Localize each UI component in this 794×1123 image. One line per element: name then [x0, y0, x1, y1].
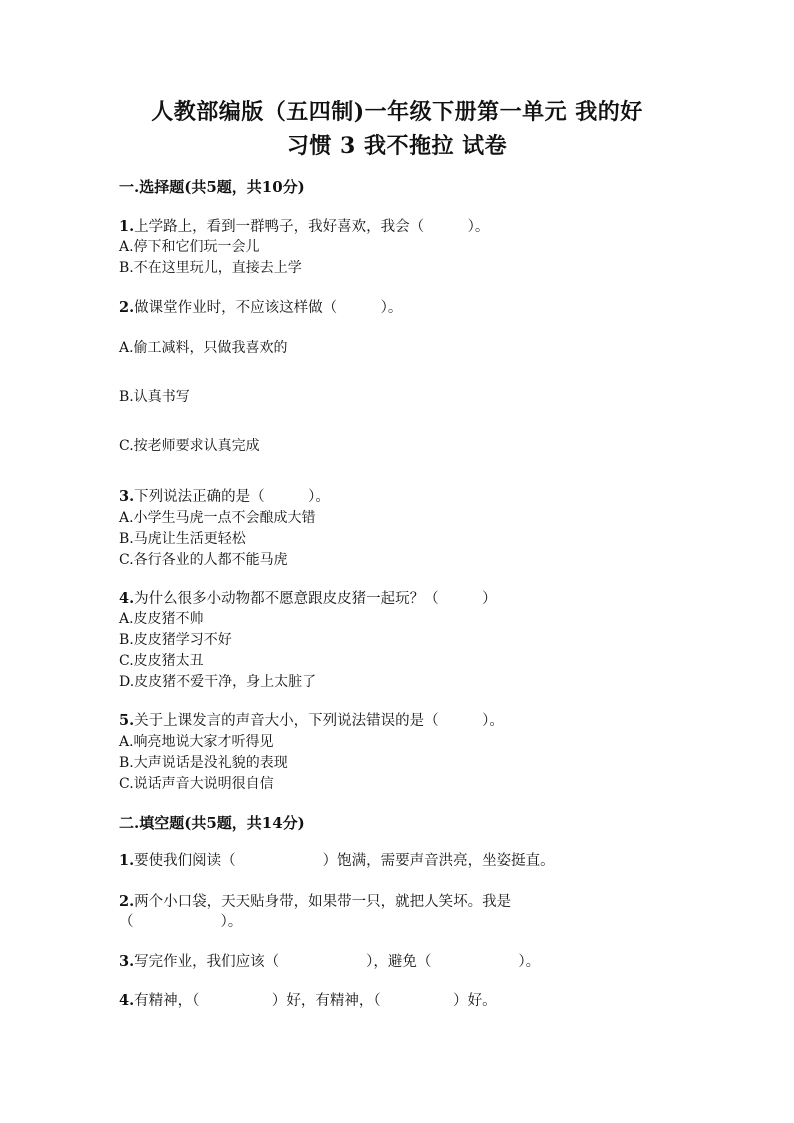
question-text: 要使我们阅读（ ）饱满，需要声音洪亮，坐姿挺直。 — [134, 853, 555, 869]
exam-title-line-2: 习惯 3 我不拖拉 试卷 — [286, 133, 508, 159]
question-stem: 上学路上，看到一群鸭子，我好喜欢，我会（ ）。 — [134, 219, 490, 235]
question-stem: 下列说法正确的是（ ）。 — [134, 489, 330, 505]
choice-option: A.偷工减料，只做我喜欢的 — [119, 340, 288, 356]
question-number: 2. — [119, 893, 135, 910]
choice-question-3 — [119, 487, 330, 507]
choice-option: D.皮皮猪不爱干净，身上太脏了 — [119, 674, 317, 690]
question-stem: 做课堂作业时，不应该这样做（ ）。 — [134, 300, 403, 316]
choice-option: A.响亮地说大家才听得见 — [119, 734, 274, 750]
question-text: 写完作业，我们应该（ ），避免（ ）。 — [134, 954, 541, 970]
choice-option: A.皮皮猪不帅 — [119, 611, 204, 627]
fill-question-3 — [119, 952, 540, 972]
choice-question-1 — [119, 217, 489, 237]
section-heading-fill-blank: 二.填空题(共5题，共14分) — [119, 814, 305, 832]
choice-option: C.各行各业的人都不能马虎 — [119, 552, 288, 568]
question-text: 两个小口袋，天天贴身带，如果带一只，就把人笑坏。我是 — [134, 894, 512, 910]
choice-option: B.认真书写 — [119, 389, 190, 405]
choice-question-2 — [119, 298, 402, 318]
choice-option: C.按老师要求认真完成 — [119, 438, 260, 454]
choice-option: C.说话声音大说明很自信 — [119, 776, 274, 792]
question-number: 3. — [119, 953, 135, 970]
choice-option: A.小学生马虎一点不会酿成大错 — [119, 510, 316, 526]
choice-option: A.停下和它们玩一会儿 — [119, 239, 260, 255]
choice-option: B.大声说话是没礼貌的表现 — [119, 755, 288, 771]
question-number: 1. — [119, 218, 135, 235]
choice-option: C.皮皮猪太丑 — [119, 653, 204, 669]
choice-option: B.马虎让生活更轻松 — [119, 531, 246, 547]
choice-question-5 — [119, 711, 504, 731]
section-heading-choice: 一.选择题(共5题，共10分) — [119, 178, 305, 196]
question-text: 有精神，（ ）好，有精神，（ ）好。 — [134, 993, 497, 1009]
fill-question-4 — [119, 991, 497, 1011]
question-stem: 关于上课发言的声音大小，下列说法错误的是（ ）。 — [134, 713, 504, 729]
choice-option: B.不在这里玩儿，直接去上学 — [119, 260, 302, 276]
question-number: 4. — [119, 590, 135, 607]
question-number: 5. — [119, 712, 135, 729]
fill-question-1 — [119, 851, 555, 871]
question-number: 4. — [119, 992, 135, 1009]
question-stem: 为什么很多小动物都不愿意跟皮皮猪一起玩？（ ） — [134, 591, 497, 607]
question-number: 1. — [119, 852, 135, 869]
choice-option: B.皮皮猪学习不好 — [119, 632, 232, 648]
question-number: 2. — [119, 299, 135, 316]
fill-question-2 — [119, 892, 511, 912]
exam-title-line-1: 人教部编版（五四制)一年级下册第一单元 我的好 — [151, 99, 643, 125]
choice-question-4 — [119, 589, 497, 609]
fill-question-2-continuation: （ ）。 — [119, 914, 243, 930]
question-number: 3. — [119, 488, 135, 505]
